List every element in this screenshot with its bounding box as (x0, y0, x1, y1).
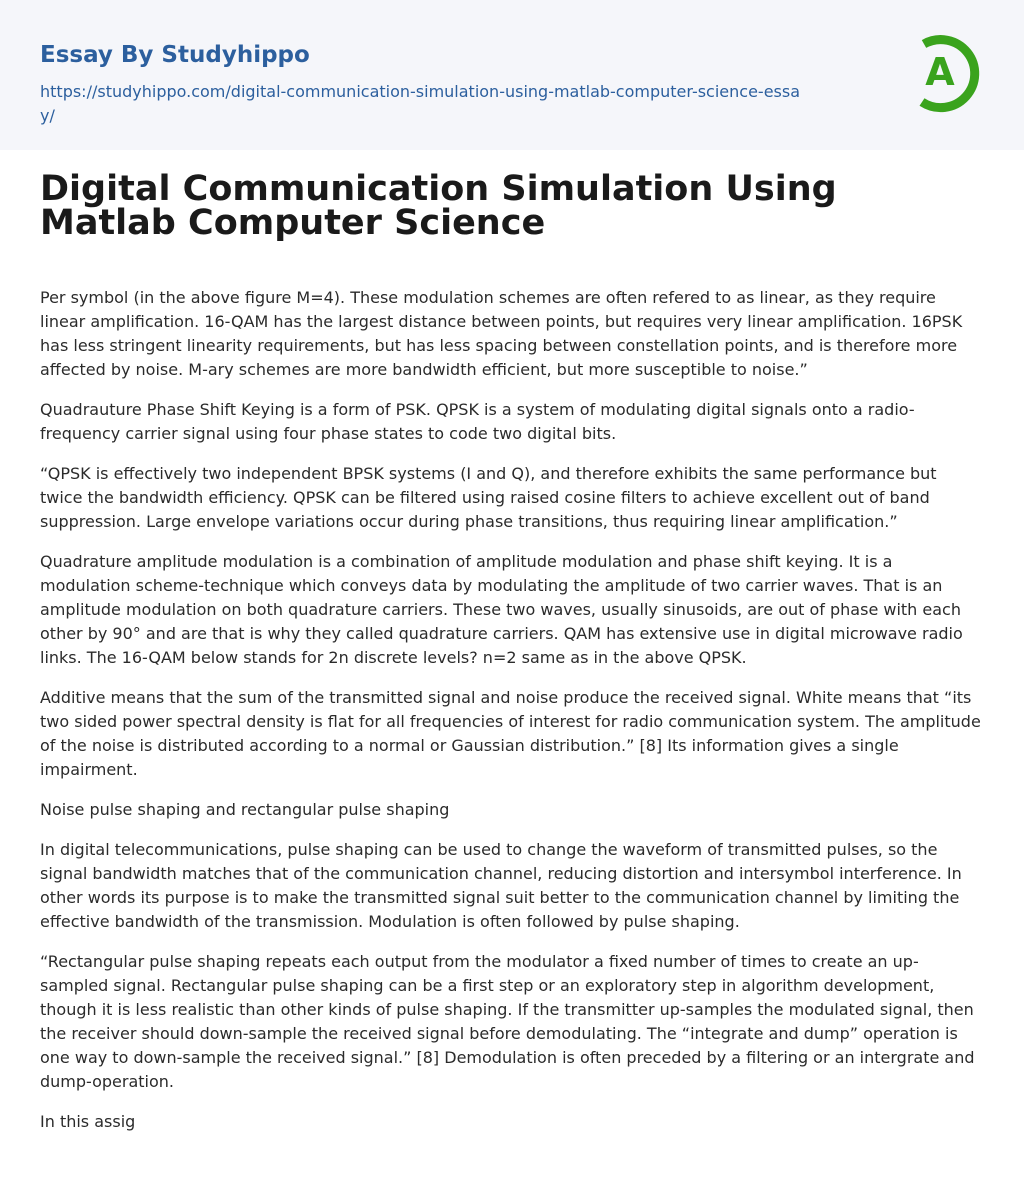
studyhippo-logo-icon[interactable] (906, 28, 990, 118)
essay-url-link[interactable]: https://studyhippo.com/digital-communication-simulation-using-matlab-computer-science-essay/ (40, 82, 801, 125)
site-header (0, 0, 1024, 150)
site-brand[interactable]: Essay By Studyhippo (40, 42, 310, 68)
essay-paragraph: Per symbol (in the above figure M=4). These modulation schemes are often refered to as linear, as they require linear amplification. 16-QAM has the largest distance between points, but requires very linear amplification. 16PSK has less stringent linearity requirements, but has less spacing between constellation points, and is therefore more affected by noise. M-ary schemes are more bandwidth efficient, but more susceptible to noise.” (40, 288, 963, 379)
essay-paragraph: Quadrature amplitude modulation is a combination of amplitude modulation and phase shift keying. It is a modulation scheme-technique which conveys data by modulating the amplitude of two carrier waves. That is an amplitude modulation on both quadrature carriers. These two waves, usually sinusoids, are out of phase with each other by 90° and are that is why they called quadrature carriers. QAM has extensive use in digital microwave radio links. The 16-QAM below stands for 2n discrete levels? n=2 same as in the above QPSK. (40, 552, 963, 667)
essay-body (40, 286, 984, 1134)
essay-paragraph: Quadrauture Phase Shift Keying is a form of PSK. QPSK is a system of modulating digital signals onto a radio-frequency carrier signal using four phase states to code two digital bits. (40, 400, 915, 443)
essay-paragraph: “QPSK is effectively two independent BPSK systems (I and Q), and therefore exhibits the same performance but twice the bandwidth efficiency. QPSK can be filtered using raised cosine filters to achieve excellent out of band suppression. Large envelope variations occur during phase transitions, thus requiring linear amplification.” (40, 464, 937, 531)
essay-paragraph: Noise pulse shaping and rectangular pulse shaping (40, 800, 450, 819)
essay-paragraph: In this assig (40, 1112, 136, 1131)
logo-letter: A (925, 50, 955, 94)
essay-paragraph: “Rectangular pulse shaping repeats each output from the modulator a fixed number of times to create an up-sampled signal. Rectangular pulse shaping can be a first step or an exploratory step in algorithm development, though it is less realistic than other kinds of pulse shaping. If the transmitter up-samples the modulated signal, then the receiver should down-sample the received signal before demodulating. The “integrate and dump” operation is one way to down-sample the received signal.” [8] Demodulation is often preceded by a filtering or an intergrate and dump-operation. (40, 952, 975, 1091)
essay-paragraph: Additive means that the sum of the transmitted signal and noise produce the received signal. White means that “its two sided power spectral density is flat for all frequencies of interest for radio communication system. The amplitude of the noise is distributed according to a normal or Gaussian distribution.” [8] Its information gives a single impairment. (40, 688, 981, 779)
essay-content (0, 169, 1024, 1134)
essay-paragraph: In digital telecommunications, pulse shaping can be used to change the waveform of transmitted pulses, so the signal bandwidth matches that of the communication channel, reducing distortion and intersymbol interference. In other words its purpose is to make the transmitted signal suit better to the communication channel by limiting the effective bandwidth of the transmission. Modulation is often followed by pulse shaping. (40, 840, 962, 931)
essay-title: Digital Communication Simulation Using Matlab Computer Science (40, 169, 837, 243)
